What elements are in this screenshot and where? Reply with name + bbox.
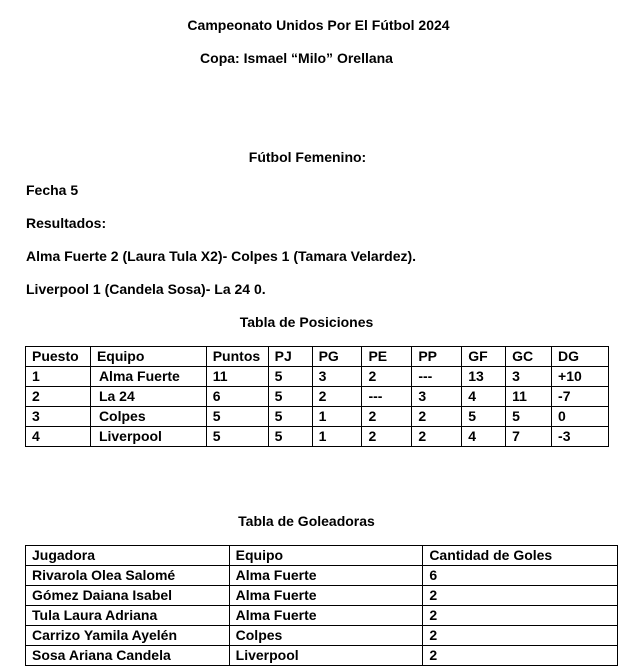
table-cell: Alma Fuerte [229,566,423,586]
column-header: Jugadora [26,546,230,566]
table-cell: Liverpool [90,427,206,447]
table-row [26,626,618,646]
table-cell: 3 [412,387,462,407]
table-cell: 4 [26,427,91,447]
scorers-title: Tabla de Goleadoras [238,513,375,529]
resultados-label: Resultados: [26,215,107,231]
table-cell: 0 [552,407,609,427]
cup-name: Copa: Ismael “Milo” Orellana [200,50,393,66]
fecha-label: Fecha 5 [26,182,79,198]
table-cell: 2 [423,586,618,606]
result-line: Alma Fuerte 2 (Laura Tula X2)- Colpes 1 (Tamara Velardez). [26,248,417,264]
table-cell: 5 [268,387,312,407]
table-cell: -3 [552,427,609,447]
table-cell: 4 [462,427,506,447]
table-cell: Rivarola Olea Salomé [26,566,230,586]
column-header: Puntos [206,347,268,367]
table-cell: 2 [26,387,91,407]
column-header: DG [552,347,609,367]
standings-table [25,346,609,447]
standings-title: Tabla de Posiciones [239,314,374,330]
table-cell: 5 [206,427,268,447]
table-row [26,646,618,666]
table-cell: 3 [312,367,362,387]
scorers-table [25,545,618,666]
table-row [26,407,609,427]
table-cell: Colpes [229,626,423,646]
table-cell: Tula Laura Adriana [26,606,230,626]
section-heading: Fútbol Femenino: [248,149,367,165]
column-header: PJ [268,347,312,367]
table-cell: 5 [268,407,312,427]
table-cell: 2 [412,407,462,427]
table-cell: +10 [552,367,609,387]
table-row [26,586,618,606]
table-cell: 13 [462,367,506,387]
table-cell: 6 [206,387,268,407]
table-cell: Carrizo Yamila Ayelén [26,626,230,646]
table-cell: 3 [506,367,552,387]
table-cell: 7 [506,427,552,447]
column-header: Equipo [90,347,206,367]
table-cell: 2 [423,626,618,646]
column-header: Cantidad de Goles [423,546,618,566]
table-cell: 6 [423,566,618,586]
table-cell: --- [412,367,462,387]
table-cell: La 24 [90,387,206,407]
table-cell: 11 [206,367,268,387]
table-row [26,606,618,626]
document-title: Campeonato Unidos Por El Fútbol 2024 [187,17,450,33]
column-header: Equipo [229,546,423,566]
table-cell: 2 [362,407,412,427]
table-cell: 2 [312,387,362,407]
table-cell: 4 [462,387,506,407]
table-cell: 5 [206,407,268,427]
table-cell: 1 [312,427,362,447]
table-cell: 1 [312,407,362,427]
table-cell: 3 [26,407,91,427]
table-cell: Gómez Daiana Isabel [26,586,230,606]
table-cell: 2 [423,606,618,626]
table-row [26,427,609,447]
column-header: GC [506,347,552,367]
table-cell: 11 [506,387,552,407]
table-cell: Colpes [90,407,206,427]
table-header-row [26,347,609,367]
table-cell: --- [362,387,412,407]
column-header: PP [412,347,462,367]
column-header: PE [362,347,412,367]
table-header-row [26,546,618,566]
column-header: PG [312,347,362,367]
table-cell: Alma Fuerte [229,606,423,626]
table-cell: Alma Fuerte [229,586,423,606]
table-cell: 1 [26,367,91,387]
table-cell: 2 [362,427,412,447]
table-row [26,367,609,387]
table-cell: 2 [412,427,462,447]
table-cell: Alma Fuerte [90,367,206,387]
column-header: GF [462,347,506,367]
table-cell: 5 [268,367,312,387]
table-cell: -7 [552,387,609,407]
table-row [26,387,609,407]
table-cell: 2 [362,367,412,387]
table-cell: 5 [506,407,552,427]
table-cell: 2 [423,646,618,666]
result-line: Liverpool 1 (Candela Sosa)- La 24 0. [26,281,266,297]
table-row [26,566,618,586]
column-header: Puesto [26,347,91,367]
table-cell: Liverpool [229,646,423,666]
table-cell: Sosa Ariana Candela [26,646,230,666]
table-cell: 5 [462,407,506,427]
table-cell: 5 [268,427,312,447]
